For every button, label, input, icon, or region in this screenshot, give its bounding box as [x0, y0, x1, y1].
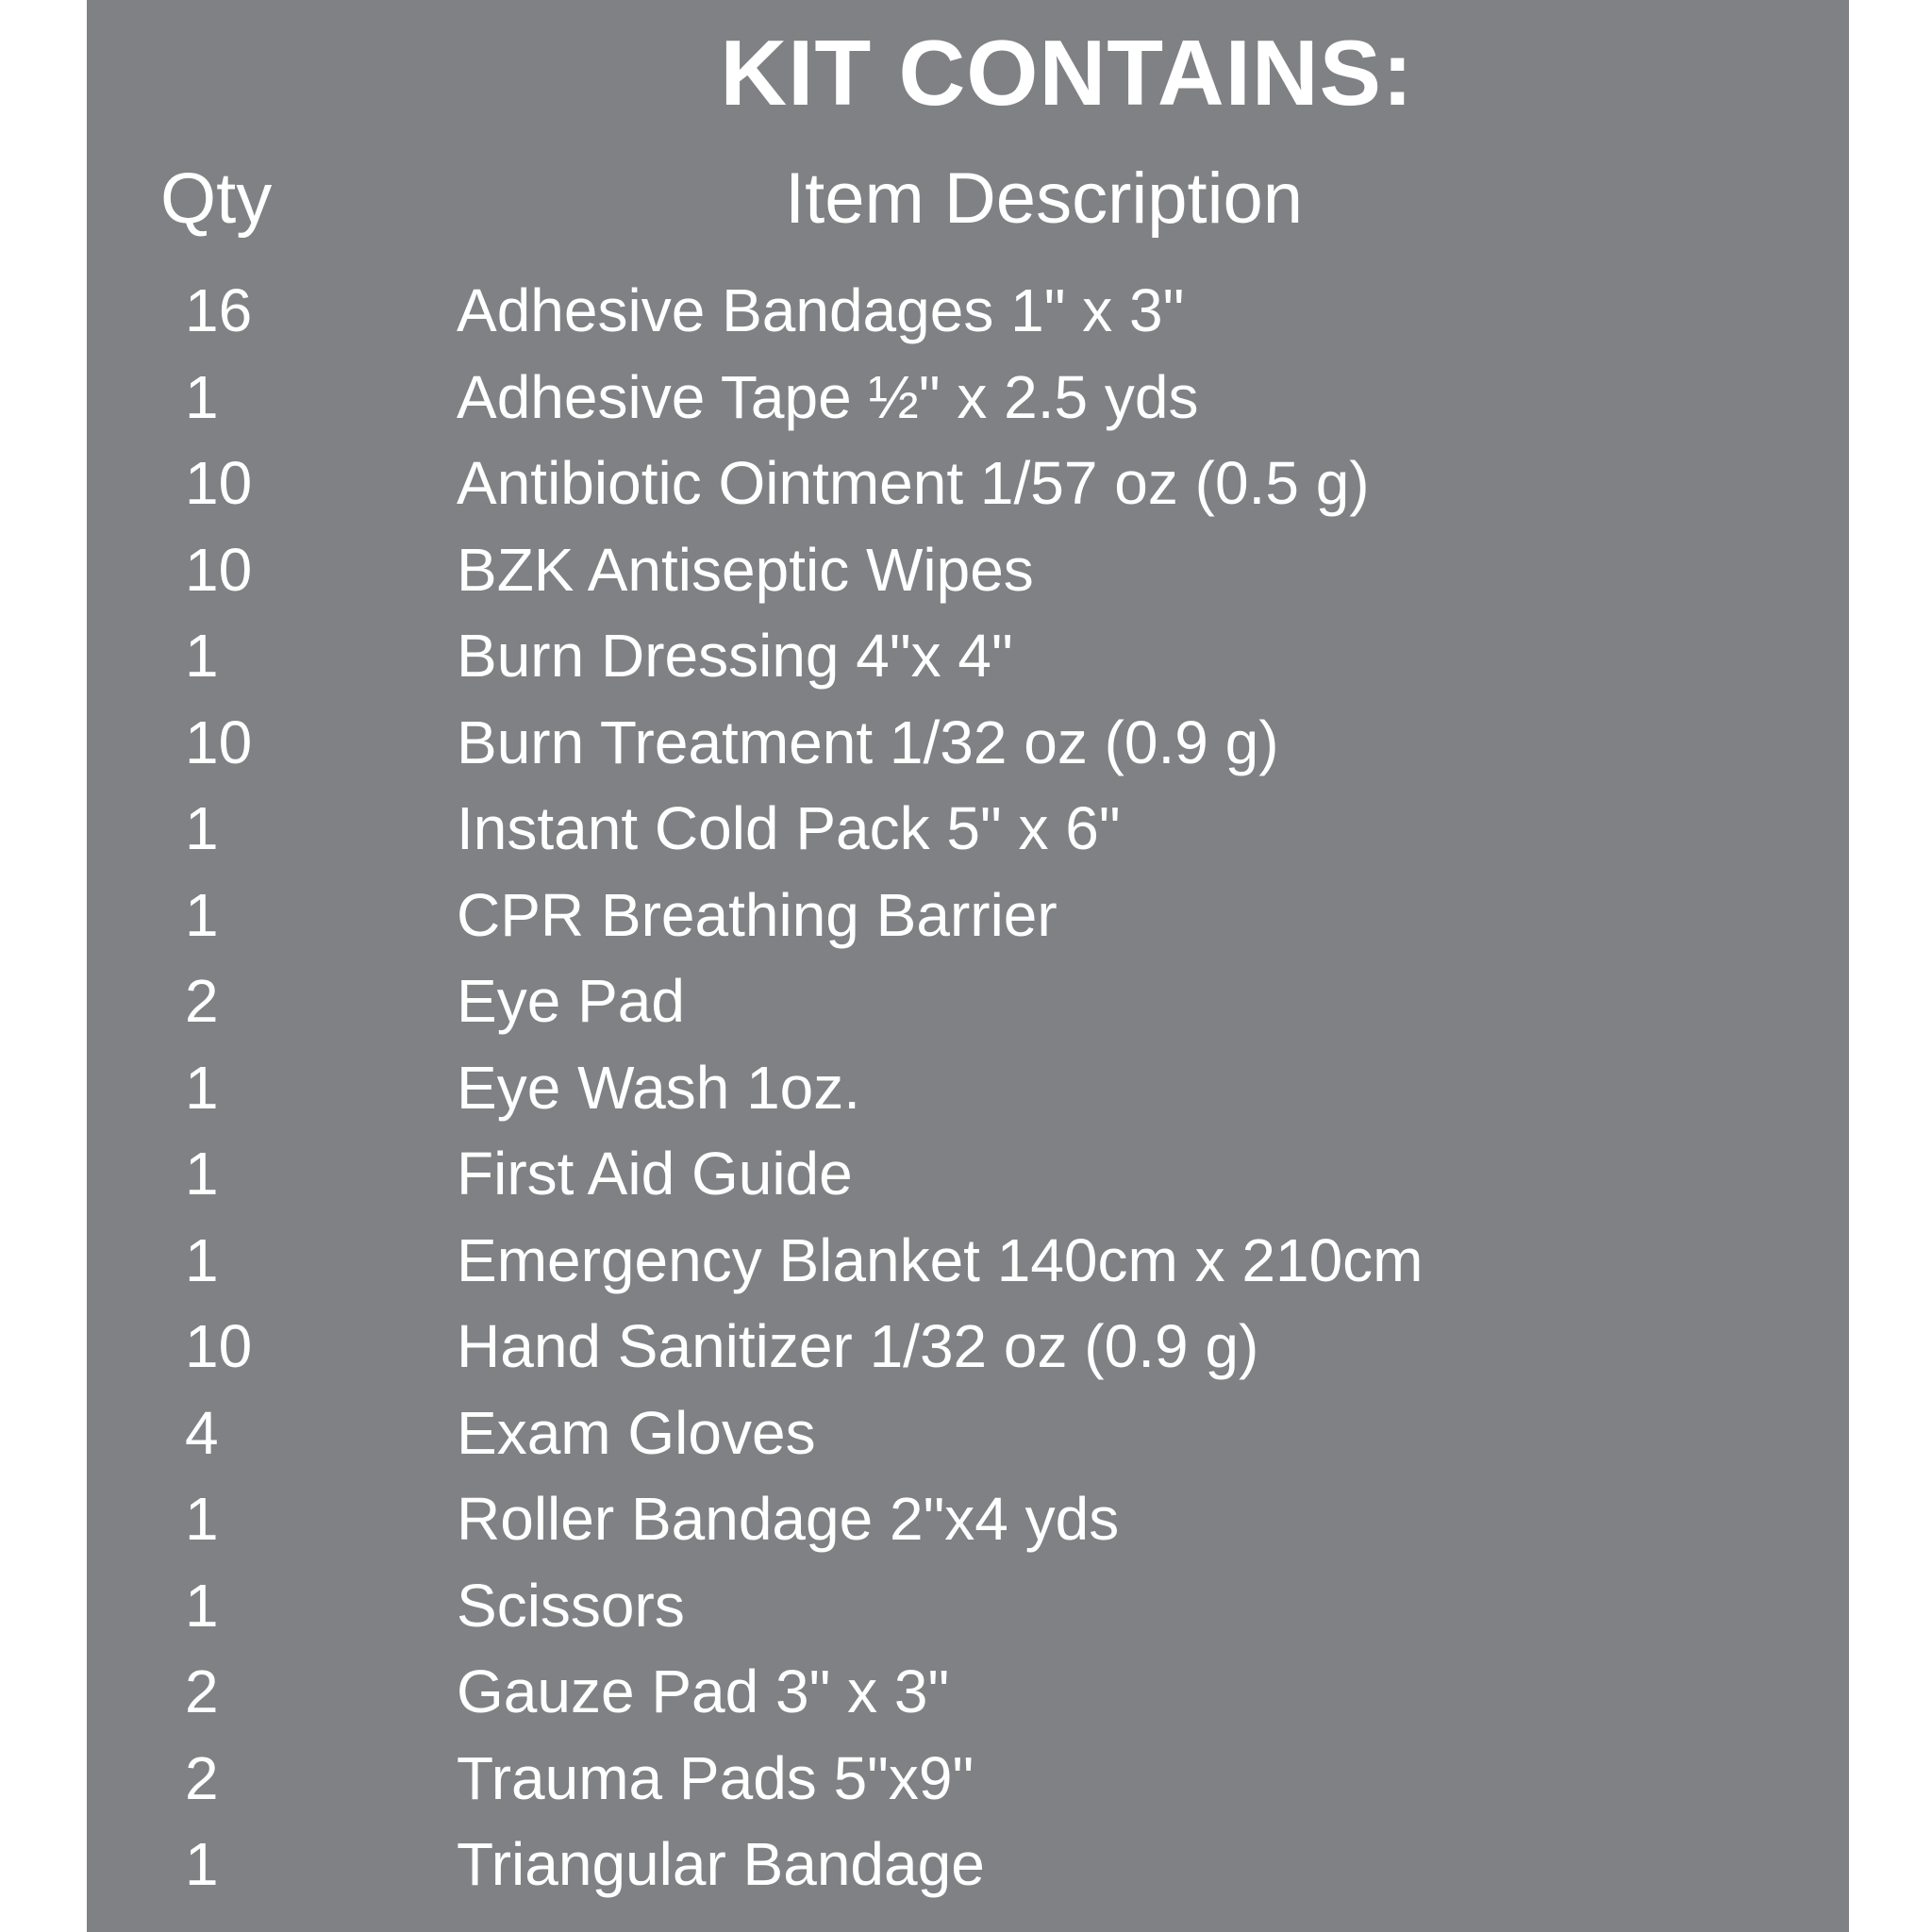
item-description: Hand Sanitizer 1/32 oz (0.9 g): [457, 1312, 1259, 1380]
kit-item-row: [87, 1131, 1849, 1218]
item-description: Burn Dressing 4"x 4": [457, 622, 1013, 690]
item-description: Eye Wash 1oz.: [457, 1053, 861, 1122]
item-qty: 16: [185, 276, 253, 344]
item-qty: 1: [185, 362, 219, 431]
item-description: Gauze Pad 3" x 3": [457, 1657, 950, 1725]
kit-item-row: [87, 1649, 1849, 1736]
item-description: First Aid Guide: [457, 1140, 853, 1208]
kit-item-row: [87, 786, 1849, 873]
item-description: BZK Antiseptic Wipes: [457, 535, 1034, 604]
item-qty: 2: [185, 967, 219, 1035]
item-qty: 2: [185, 1657, 219, 1725]
item-qty: 1: [185, 1225, 219, 1294]
item-description: Eye Pad: [457, 967, 685, 1035]
item-qty: 1: [185, 1053, 219, 1122]
kit-title: KIT CONTAINS:: [720, 21, 1414, 125]
item-qty: 10: [185, 449, 253, 517]
item-qty: 10: [185, 535, 253, 604]
item-qty: 10: [185, 708, 253, 776]
item-description: Antibiotic Ointment 1/57 oz (0.5 g): [457, 449, 1370, 517]
item-description: Burn Treatment 1/32 oz (0.9 g): [457, 708, 1279, 776]
item-qty: 2: [185, 1743, 219, 1812]
kit-item-row: [87, 1563, 1849, 1650]
kit-item-row: [87, 958, 1849, 1045]
kit-item-row: [87, 1391, 1849, 1477]
kit-contents-panel: [87, 0, 1849, 1932]
item-description: Instant Cold Pack 5" x 6": [457, 794, 1121, 862]
item-description: Roller Bandage 2"x4 yds: [457, 1485, 1120, 1553]
kit-item-row: [87, 613, 1849, 700]
kit-item-row: [87, 700, 1849, 787]
kit-item-row: [87, 355, 1849, 441]
item-description: Triangular Bandage: [457, 1830, 985, 1898]
item-description: CPR Breathing Barrier: [457, 880, 1058, 949]
item-qty: 1: [185, 794, 219, 862]
item-qty: 1: [185, 1140, 219, 1208]
item-qty: 1: [185, 1830, 219, 1898]
kit-item-row: [87, 873, 1849, 959]
item-description: Exam Gloves: [457, 1398, 816, 1467]
kit-item-row: [87, 1736, 1849, 1823]
item-description: Scissors: [457, 1571, 685, 1640]
item-qty: 1: [185, 880, 219, 949]
kit-item-row: [87, 268, 1849, 355]
item-description: Adhesive Tape ½" x 2.5 yds: [457, 362, 1199, 431]
kit-item-row: [87, 1476, 1849, 1563]
item-qty: 4: [185, 1398, 219, 1467]
qty-column-header: Qty: [160, 158, 273, 239]
item-description: Emergency Blanket 140cm x 210cm: [457, 1225, 1424, 1294]
item-description: Trauma Pads 5"x9": [457, 1743, 974, 1812]
kit-item-list: [87, 268, 1849, 1908]
kit-item-row: [87, 441, 1849, 527]
item-qty: 10: [185, 1312, 253, 1380]
kit-item-row: [87, 1218, 1849, 1305]
item-qty: 1: [185, 1485, 219, 1553]
item-qty: 1: [185, 622, 219, 690]
kit-item-row: [87, 1304, 1849, 1391]
item-qty: 1: [185, 1571, 219, 1640]
kit-item-row: [87, 1822, 1849, 1908]
kit-item-row: [87, 1045, 1849, 1132]
kit-item-row: [87, 527, 1849, 614]
description-column-header: Item Description: [785, 158, 1304, 239]
item-description: Adhesive Bandages 1" x 3": [457, 276, 1185, 344]
